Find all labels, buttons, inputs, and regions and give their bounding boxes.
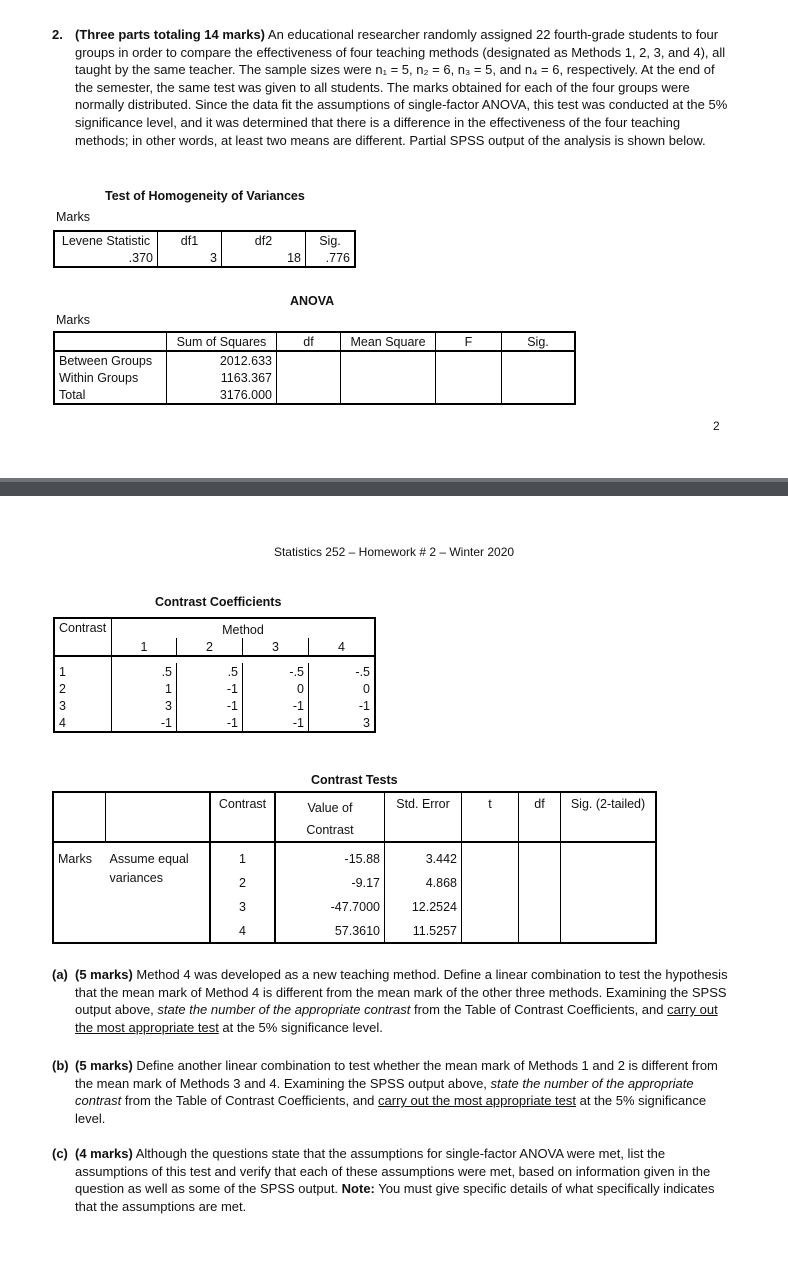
- tests-header-t: t: [462, 792, 519, 842]
- contrast-tests-table: [52, 791, 657, 944]
- part-c: (c) (4 marks) Although the questions state that the assumptions for single-factor ANOVA were met, list the assumptions of this test and verify that each of these assumptions were met, based on information given in the question as well as some of the SPSS output. Note: You must give specific details of what specifically indicates that the assumptions are met.: [52, 1146, 715, 1214]
- coef-method-2: 2: [177, 638, 243, 656]
- levene-value: .370: [54, 249, 158, 267]
- anova-header-df: df: [277, 332, 341, 351]
- tests-row-sub-2: variances: [106, 871, 211, 895]
- anova-header-ms: Mean Square: [341, 332, 436, 351]
- anova-header-f: F: [436, 332, 502, 351]
- homogeneity-header-sig: Sig.: [306, 231, 356, 249]
- coef-row-3: 3 3 -1 -1 -1: [54, 697, 375, 714]
- page-number: 2: [713, 419, 720, 433]
- part-b: (b) (5 marks) Define another linear combination to test whether the mean mark of Methods 1 and 2 is different from the mean mark of Methods 3 and 4. Examining the SPSS output above, state the number of the appropriate contrast from the Table of Contrast Coefficients, and carry out the most appropriate test at the 5% significance level.: [52, 1058, 718, 1126]
- sig-value: .776: [306, 249, 356, 267]
- anova-header-sig: Sig.: [502, 332, 576, 351]
- df2-value: 18: [222, 249, 306, 267]
- tests-header-contrast: Contrast: [210, 792, 275, 842]
- tests-header-value: Value of Contrast: [275, 792, 385, 842]
- part-a-tag: (a): [52, 967, 68, 982]
- contrast-coefficients-table: [53, 617, 376, 733]
- contrast-coefficients-title: Contrast Coefficients: [155, 595, 282, 609]
- anova-title: ANOVA: [290, 294, 335, 308]
- anova-table: [53, 331, 576, 405]
- anova-row-within: Within Groups 1163.367: [54, 369, 575, 386]
- coef-method-3: 3: [243, 638, 309, 656]
- homogeneity-header-levene: Levene Statistic: [54, 231, 158, 249]
- tests-row-2: variances 2 -9.17 4.868: [53, 871, 656, 895]
- tests-row-label: Marks: [58, 852, 93, 866]
- coef-row-1: 1 .5 .5 -.5 -.5: [54, 663, 375, 680]
- anova-header-ss: Sum of Squares: [167, 332, 277, 351]
- tests-row-4: 4 57.3610 11.5257: [53, 919, 656, 943]
- tests-header-sig: Sig. (2-tailed): [570, 797, 646, 811]
- coef-row-2: 2 1 -1 0 0: [54, 680, 375, 697]
- coef-row-4: 4 -1 -1 -1 3: [54, 714, 375, 732]
- tests-header-df: df: [519, 792, 561, 842]
- homogeneity-label: Marks: [56, 210, 91, 224]
- contrast-tests-title: Contrast Tests: [311, 773, 398, 787]
- tests-row-sub-1: Assume equal: [106, 847, 211, 871]
- part-b-tag: (b): [52, 1058, 69, 1073]
- question-title: (Three parts totaling 14 marks): [75, 27, 265, 42]
- question-number: 2.: [52, 27, 63, 42]
- anova-row-between: Between Groups 2012.633: [54, 351, 575, 369]
- coef-method-1: 1: [112, 638, 177, 656]
- homogeneity-table: [53, 230, 356, 268]
- anova-row-total: Total 3176.000: [54, 386, 575, 404]
- coef-method-header: Method: [222, 622, 264, 637]
- coef-contrast-header: Contrast: [54, 618, 112, 656]
- anova-label: Marks: [56, 313, 91, 327]
- page-header: Statistics 252 – Homework # 2 – Winter 2020: [273, 545, 515, 559]
- df1-value: 3: [158, 249, 222, 267]
- homogeneity-header-df2: df2: [222, 231, 306, 249]
- homogeneity-title: Test of Homogeneity of Variances: [105, 189, 305, 203]
- tests-row-3: 3 -47.7000 12.2524: [53, 895, 656, 919]
- coef-method-4: 4: [338, 639, 345, 654]
- homogeneity-header-df1: df1: [158, 231, 222, 249]
- question-text: An educational researcher randomly assigned 22 fourth-grade students to four groups in order to compare the effectiveness of four teaching methods (designated as Methods 1, 2, 3, and 4), all taught by the same teacher. The sample sizes were n₁ = 5, n₂ = 6, n₃ = 5, and n₄ = 6, respectively. At the end of the semester, the same test was given to all students. The marks obtained for each of the four groups were normally distributed. Since the data fit the assumptions of single-factor ANOVA, this test was conducted at the 5% significance level, and it was determined that there is a difference in the effectiveness of the four teaching methods; in other words, at least two means are different. Partial SPSS output of the analysis is shown below.: [75, 27, 728, 148]
- page-divider: [0, 478, 788, 496]
- part-c-tag: (c): [52, 1146, 68, 1161]
- part-a: (a) (5 marks) Method 4 was developed as a new teaching method. Define a linear combination to test the hypothesis that the mean mark of Method 4 is different from the mean mark of the other three methods. Examining the SPSS output above, state the number of the appropriate contrast from the Table of Contrast Coefficients, and carry out the most appropriate test at the 5% significance level.: [52, 967, 728, 1035]
- question-paragraph: [52, 26, 730, 149]
- tests-row-1: Marks Assume equal 1 -15.88 3.442: [53, 847, 656, 871]
- tests-header-se: Std. Error: [385, 792, 462, 842]
